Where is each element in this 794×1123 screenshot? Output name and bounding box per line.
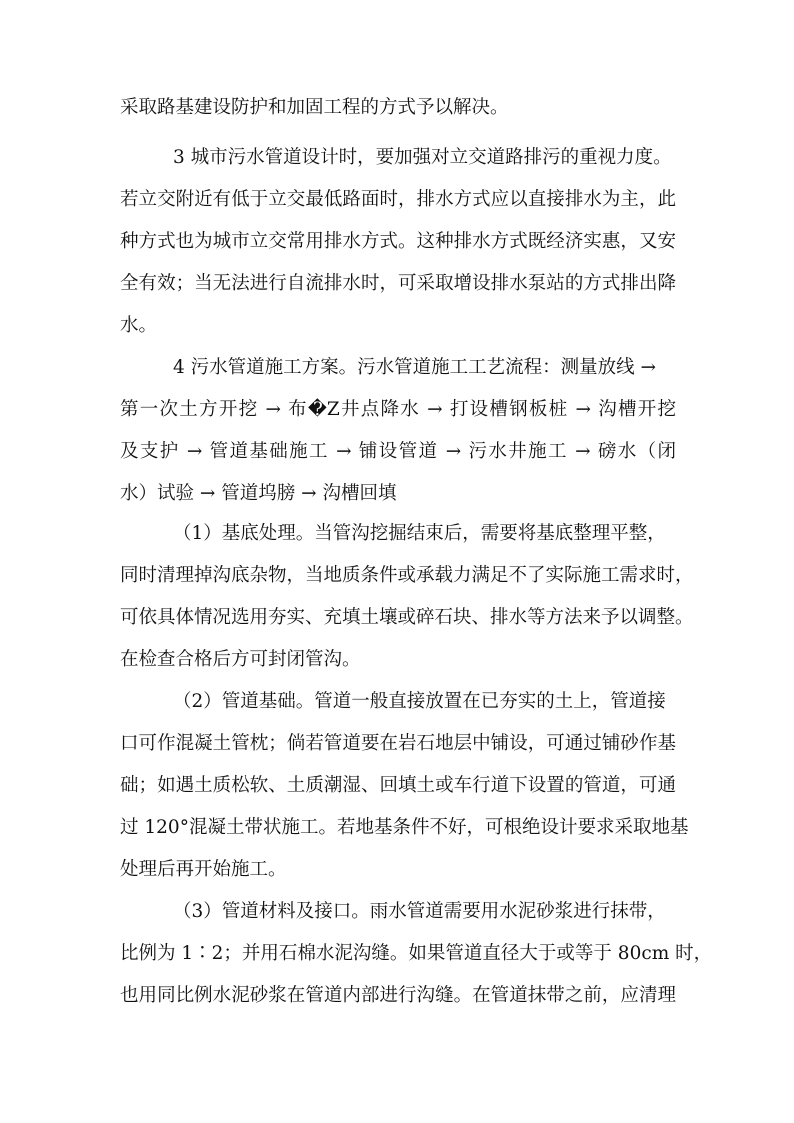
text-line: 同时清理掉沟底杂物，当地质条件或承载力满足不了实际施工需求时，: [120, 565, 694, 586]
text-line: 比例为 1∶2；并用石棉水泥沟缝。如果管道直径大于或等于 80cm 时，: [120, 943, 713, 964]
text-line: 采取路基建设防护和加固工程的方式予以解决。: [120, 97, 509, 118]
text-line: 在检查合格后方可封闭管沟。: [120, 649, 361, 670]
paragraph-first-line: 3 城市污水管道设计时，要加强对立交道路排污的重视力度。: [173, 147, 672, 168]
text-line: 处理后再开始施工。: [120, 859, 287, 880]
text-line: 水。: [120, 315, 158, 336]
text-line: 种方式也为城市立交常用排水方式。这种排水方式既经济实惠，又安: [120, 231, 676, 252]
text-line: 也用同比例水泥砂浆在管道内部进行沟缝。在管道抹带之前，应清理: [120, 985, 676, 1006]
text-line: 水）试验 → 管道坞膀 → 沟槽回填: [120, 483, 397, 504]
paragraph-first-line: （2）管道基础。管道一般直接放置在已夯实的土上，管道接: [173, 691, 666, 712]
text-line: 全有效；当无法进行自流排水时，可采取增设排水泵站的方式排出降: [120, 273, 676, 294]
text-line: 过 120°混凝土带状施工。若地基条件不好，可根绝设计要求采取地基: [120, 817, 689, 838]
text-line: 础；如遇土质松软、土质潮湿、回填土或车行道下设置的管道，可通: [120, 775, 676, 796]
paragraph-first-line: （1）基底处理。当管沟挖掘结束后，需要将基底整理平整，: [173, 523, 666, 544]
paragraph-first-line: （3）管道材料及接口。雨水管道需要用水泥砂浆进行抹带，: [173, 901, 666, 922]
paragraph-first-line: 4 污水管道施工方案。污水管道施工工艺流程：测量放线 →: [173, 357, 657, 378]
text-line: 第一次土方开挖 → 布�Z井点降水 → 打设槽钢板桩 → 沟槽开挖: [120, 399, 676, 420]
text-line: 可依具体情况选用夯实、充填土壤或碎石块、排水等方法来予以调整。: [120, 607, 694, 628]
text-line: 及支护 → 管道基础施工 → 铺设管道 → 污水井施工 → 磅水（闭: [120, 441, 676, 462]
text-line: 若立交附近有低于立交最低路面时，排水方式应以直接排水为主，此: [120, 189, 676, 210]
text-line: 口可作混凝土管枕；倘若管道要在岩石地层中铺设，可通过铺砂作基: [120, 733, 676, 754]
